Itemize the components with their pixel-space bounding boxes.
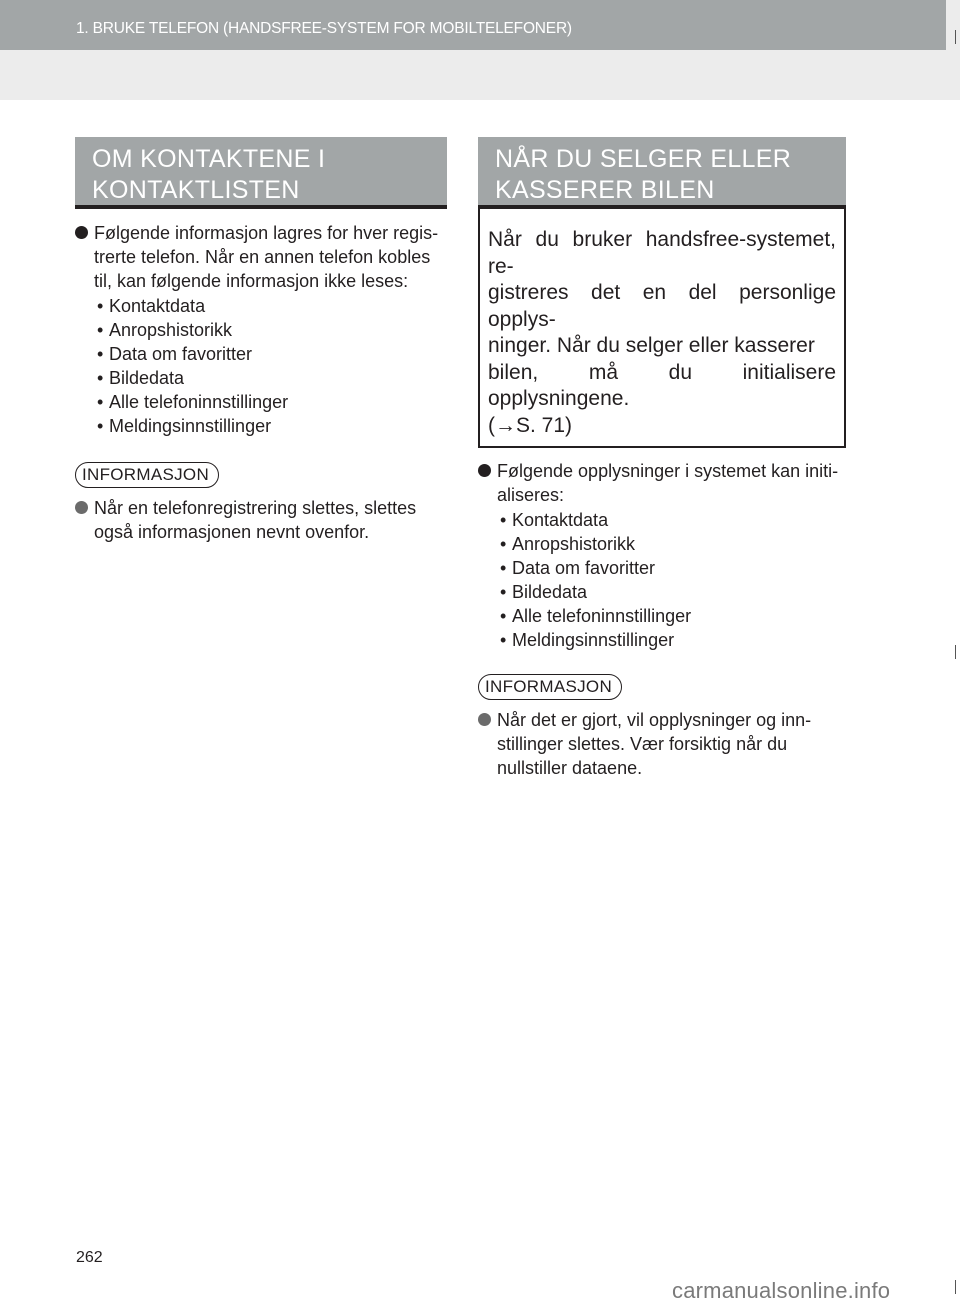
heading-line: KASSERER BILEN [495, 176, 715, 204]
bullet-dot-icon [75, 501, 88, 514]
edge-tick [955, 1280, 956, 1294]
notice-text: Når du bruker handsfree-systemet, re- [488, 228, 836, 278]
list-item: • Data om favoritter [97, 343, 253, 364]
section-heading [75, 137, 447, 209]
info-label: INFORMASJON [75, 462, 219, 488]
watermark-link[interactable]: carmanualsonline.info [672, 1278, 891, 1303]
notice-text: gistreres det en del personlige opplys- [488, 281, 836, 331]
info-first-line [75, 496, 447, 520]
edge-tick [955, 30, 956, 44]
chapter-header [0, 0, 946, 50]
info-text: Når det er gjort, vil opplysninger og inn- [497, 709, 812, 730]
edge-tick [955, 645, 956, 659]
info-block [75, 462, 447, 488]
left-column [75, 137, 447, 544]
list-item: • Bildedata [97, 367, 185, 388]
page-number: 262 [76, 1249, 103, 1266]
bullet-dot-icon [478, 464, 491, 477]
info-note [478, 708, 846, 780]
bullet-dot-icon [75, 226, 88, 239]
heading-line: KONTAKTLISTEN [92, 176, 300, 204]
section-heading [478, 137, 846, 209]
bullet-dot-icon [478, 713, 491, 726]
list-item: • Kontaktdata [97, 295, 206, 316]
bullet-text: trerte telefon. Når en annen telefon kobles [94, 247, 431, 267]
list-item: • Anropshistorikk [500, 533, 636, 554]
heading-line: NÅR DU SELGER ELLER [495, 145, 792, 173]
list-item: • Bildedata [500, 581, 588, 602]
info-text: nullstiller dataene. [497, 757, 643, 778]
list-item: • Data om favoritter [500, 557, 656, 578]
heading-line: OM KONTAKTENE I [92, 145, 326, 173]
info-label: INFORMASJON [478, 674, 622, 700]
info-first-line [478, 708, 846, 732]
list-item: • Alle telefoninnstillinger [97, 391, 289, 412]
info-block [478, 674, 846, 700]
list-item: • Meldingsinnstillinger [500, 629, 675, 650]
info-text: også informasjonen nevnt ovenfor. [94, 521, 370, 542]
notice-text: bilen, må du initialisere opplysningene. [488, 360, 836, 410]
bullet-paragraph [478, 459, 846, 652]
bullet-text: aliseres: [497, 485, 565, 505]
bullet-text: til, kan følgende informasjon ikke leses: [94, 271, 409, 291]
list-item: • Alle telefoninnstillinger [500, 605, 692, 626]
bullet-paragraph [75, 221, 447, 438]
info-note [75, 496, 447, 544]
page-reference-link[interactable]: (→S. 71) [488, 413, 573, 437]
notice-text: ninger. Når du selger eller kasserer [488, 334, 815, 357]
bullet-first-line [75, 221, 447, 245]
info-text: stillinger slettes. Vær forsiktig når du [497, 733, 788, 754]
right-column [478, 137, 846, 780]
bullet-text: Følgende informasjon lagres for hver regis- [94, 223, 439, 243]
list-item: • Meldingsinnstillinger [97, 415, 272, 436]
list-item: • Kontaktdata [500, 509, 609, 530]
chapter-title: 1. BRUKE TELEFON (HANDSFREE-SYSTEM FOR MOBILTELEFONER) [76, 20, 572, 37]
bullet-text: Følgende opplysninger i systemet kan initi- [497, 461, 839, 481]
notice-box [478, 209, 846, 448]
list-item: • Anropshistorikk [97, 319, 233, 340]
info-text: Når en telefonregistrering slettes, slettes [94, 497, 417, 518]
bullet-first-line [478, 459, 846, 483]
